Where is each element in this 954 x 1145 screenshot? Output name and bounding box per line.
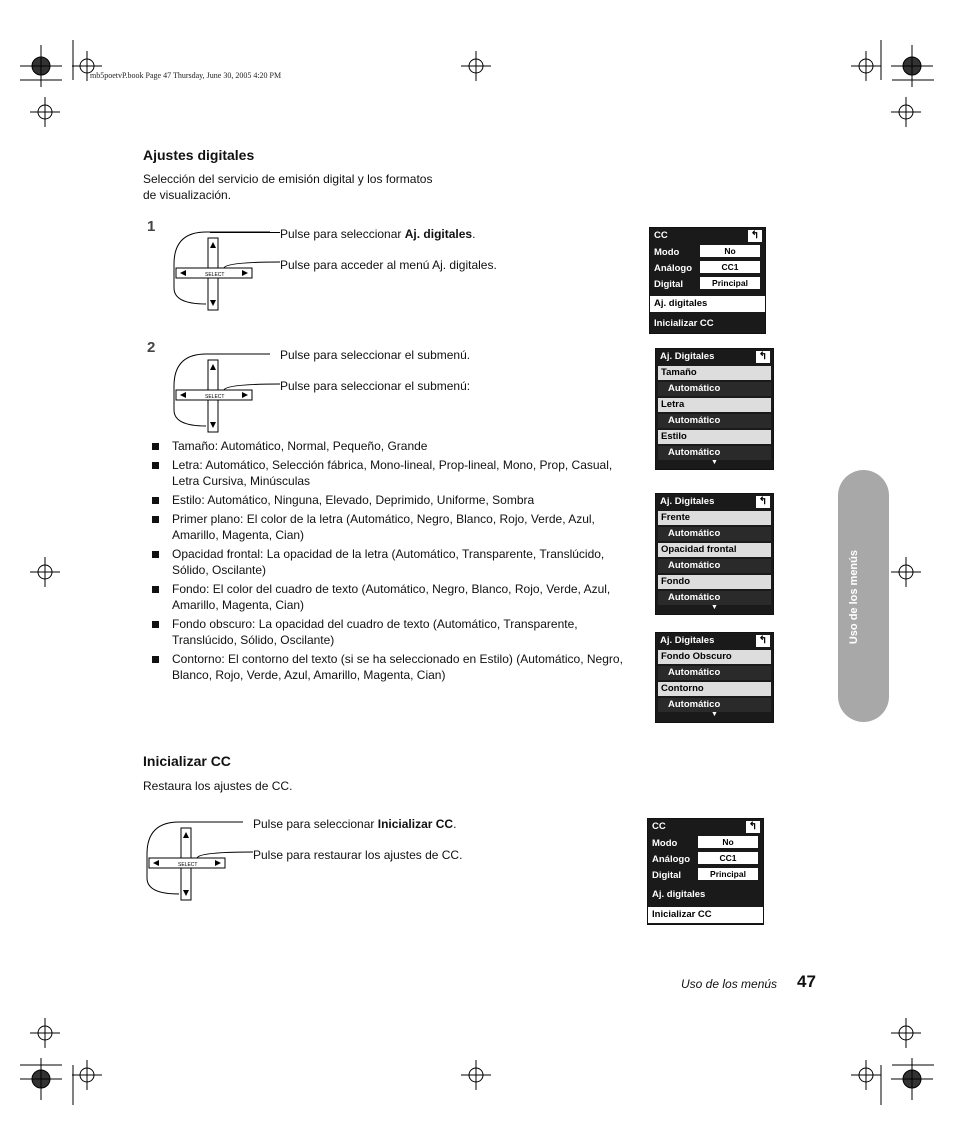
option-list [150, 438, 630, 686]
scroll-down-icon: ▼ [711, 711, 718, 718]
digital-label: Digital [654, 279, 684, 290]
intro-line-1: Selección del servicio de emisión digital y los formatos [143, 172, 433, 186]
list-item: Primer plano: El color de la letra (Automático, Negro, Blanco, Rojo, Verde, Azul, Amarillo, Magenta, Cian) [150, 511, 630, 543]
list-item: Estilo: Automático, Ninguna, Elevado, Deprimido, Uniforme, Sombra [150, 492, 630, 508]
menu-value: Automático [658, 666, 771, 680]
list-item: Contorno: El contorno del texto (si se ha seleccionado en Estilo) (Automático, Negro, Blanco, Rojo, Verde, Azul, Amarillo, Magenta, Cian) [150, 651, 630, 683]
inicializar-item: Inicializar CC [654, 318, 714, 329]
menu-label: Letra [658, 398, 771, 412]
analogo-value: CC1 [698, 852, 758, 864]
osd-aj-digitales-3 [655, 632, 774, 723]
osd-title: Aj. Digitales [660, 496, 715, 507]
menu-label: Opacidad frontal [658, 543, 771, 557]
inicializar-item: Inicializar CC [652, 909, 712, 920]
list-item: Opacidad frontal: La opacidad de la letra (Automático, Transparente, Translúcido, Sólido, Oscilante) [150, 546, 630, 578]
modo-value: No [698, 836, 758, 848]
digital-label: Digital [652, 870, 682, 881]
menu-value: Automático [658, 559, 771, 573]
modo-label: Modo [652, 838, 678, 849]
step-number-2: 2 [147, 339, 156, 356]
menu-value: Automático [658, 527, 771, 541]
analogo-label: Análogo [654, 263, 692, 274]
section2-callout-2: Pulse para restaurar los ajustes de CC. [253, 848, 463, 862]
select-label-3: SELECT [178, 862, 198, 868]
menu-label: Fondo [658, 575, 771, 589]
step2-callout-2: Pulse para seleccionar el submenú: [280, 379, 471, 393]
osd-aj-digitales-1 [655, 348, 774, 470]
osd-cc-menu-2 [647, 818, 764, 925]
menu-label: Contorno [658, 682, 771, 696]
list-item: Fondo: El color del cuadro de texto (Automático, Negro, Blanco, Rojo, Verde, Azul, Amarillo, Magenta, Cian) [150, 581, 630, 613]
intro-line-2: de visualización. [143, 188, 232, 202]
menu-label: Tamaño [658, 366, 771, 380]
osd-title: Aj. Digitales [660, 351, 715, 362]
step1-callout-1: Pulse para seleccionar Aj. digitales. [280, 227, 476, 241]
list-item: Letra: Automático, Selección fábrica, Mono-lineal, Prop-lineal, Mono, Prop, Casual, Letra Cursiva, Minúsculas [150, 457, 630, 489]
menu-value: Automático [658, 382, 771, 396]
back-icon: ↰ [748, 230, 762, 242]
menu-label: Fondo Obscuro [658, 650, 771, 664]
footer-section: Uso de los menús [681, 977, 778, 991]
section-intro [143, 171, 432, 203]
back-icon: ↰ [746, 821, 760, 833]
step-number-1: 1 [147, 218, 156, 235]
back-icon: ↰ [756, 351, 770, 363]
osd-title: Aj. Digitales [660, 635, 715, 646]
menu-label: Estilo [658, 430, 771, 444]
back-icon: ↰ [756, 635, 770, 647]
digital-value: Principal [698, 868, 758, 880]
side-tab [838, 470, 889, 722]
remote-dpad-icon-2 [170, 350, 280, 436]
select-label-2: SELECT [205, 394, 225, 400]
side-tab-label: Uso de los menús [848, 550, 860, 645]
menu-label: Frente [658, 511, 771, 525]
section-title-inicializar: Inicializar CC [143, 753, 231, 769]
menu-value: Automático [658, 446, 771, 460]
menu-value: Automático [658, 414, 771, 428]
osd-aj-digitales-2 [655, 493, 774, 615]
select-label: SELECT [205, 272, 225, 278]
remote-dpad-icon-3 [143, 818, 253, 904]
menu-value: Automático [658, 698, 771, 712]
section2-intro: Restaura los ajustes de CC. [143, 779, 293, 793]
step2-callout-1: Pulse para seleccionar el submenú. [280, 348, 471, 362]
modo-value: No [700, 245, 760, 257]
menu-value: Automático [658, 591, 771, 605]
osd-title: CC [654, 230, 668, 241]
scroll-down-icon: ▼ [711, 459, 718, 466]
digital-value: Principal [700, 277, 760, 289]
remote-dpad-icon [170, 228, 280, 314]
step1-callout-2: Pulse para acceder al menú Aj. digitales. [280, 258, 497, 272]
section2-callout-1: Pulse para seleccionar Inicializar CC. [253, 817, 457, 831]
page-number: 47 [797, 972, 816, 991]
back-icon: ↰ [756, 496, 770, 508]
aj-digitales-item: Aj. digitales [652, 889, 706, 900]
print-header: mb5poetvP.book Page 47 Thursday, June 30, 2005 4:20 PM [90, 71, 282, 80]
list-item: Tamaño: Automático, Normal, Pequeño, Grande [150, 438, 630, 454]
osd-cc-menu [649, 227, 766, 334]
scroll-down-icon: ▼ [711, 604, 718, 611]
analogo-value: CC1 [700, 261, 760, 273]
osd-title: CC [652, 821, 666, 832]
modo-label: Modo [654, 247, 680, 258]
aj-digitales-item: Aj. digitales [654, 298, 708, 309]
list-item: Fondo obscuro: La opacidad del cuadro de texto (Automático, Transparente, Translúcido, Sólido, Oscilante) [150, 616, 630, 648]
analogo-label: Análogo [652, 854, 690, 865]
section-title-ajustes: Ajustes digitales [143, 147, 255, 163]
